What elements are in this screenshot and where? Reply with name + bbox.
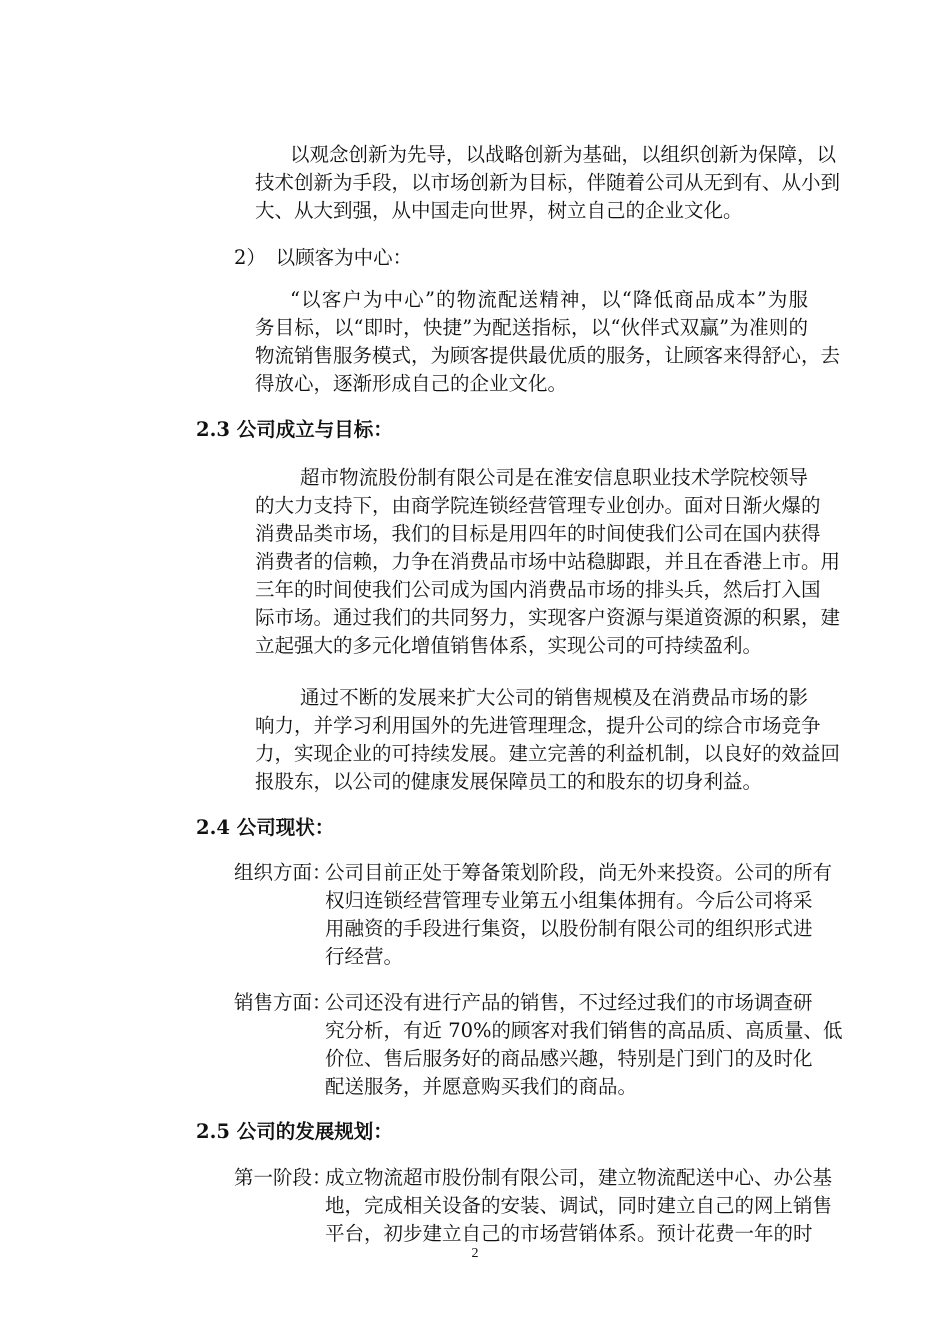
phase1-label: 第一阶段： bbox=[234, 1166, 332, 1189]
paragraph-founding-line: 的大力支持下，由商学院连锁经营管理专业创办。面对日渐火爆的 bbox=[255, 494, 821, 517]
paragraph-sales-line: 公司还没有进行产品的销售，不过经过我们的市场调查研 bbox=[325, 991, 813, 1014]
paragraph-goals-line: 报股东，以公司的健康发展保障员工的和股东的切身利益。 bbox=[255, 770, 763, 793]
paragraph-organization-line: 公司目前正处于筹备策划阶段，尚无外来投资。公司的所有 bbox=[325, 861, 833, 884]
org-label: 组织方面： bbox=[234, 861, 332, 884]
sales-label: 销售方面： bbox=[234, 991, 332, 1014]
paragraph-goals-line: 通过不断的发展来扩大公司的销售规模及在消费品市场的影 bbox=[300, 686, 808, 709]
paragraph-innovation-line: 大、从大到强，从中国走向世界，树立自己的企业文化。 bbox=[255, 199, 743, 222]
paragraph-founding-line: 三年的时间使我们公司成为国内消费品市场的排头兵，然后打入国 bbox=[255, 578, 821, 601]
paragraph-phase1-line: 平台，初步建立自己的市场营销体系。预计花费一年的时 bbox=[325, 1222, 813, 1245]
list-item-label: 2） 以顾客为中心： bbox=[234, 246, 413, 269]
paragraph-customer-centric-line: 得放心，逐渐形成自己的企业文化。 bbox=[255, 372, 568, 395]
section-heading-2-4: 2.4 公司现状： bbox=[196, 816, 335, 839]
paragraph-founding-line: 消费者的信赖，力争在消费品市场中站稳脚跟，并且在香港上市。用 bbox=[255, 550, 841, 573]
paragraph-customer-centric-line: “以客户为中心”的物流配送精神，以“降低商品成本”为服 bbox=[290, 288, 808, 311]
paragraph-innovation-line: 以观念创新为先导，以战略创新为基础，以组织创新为保障，以 bbox=[290, 143, 837, 166]
page-number: 2 bbox=[471, 1246, 479, 1261]
paragraph-organization-line: 行经营。 bbox=[325, 945, 404, 968]
paragraph-founding-line: 超市物流股份制有限公司是在淮安信息职业技术学院校领导 bbox=[300, 466, 808, 489]
paragraph-goals-line: 力，实现企业的可持续发展。建立完善的利益机制，以良好的效益回 bbox=[255, 742, 841, 765]
paragraph-sales-line: 价位、售后服务好的商品感兴趣，特别是门到门的及时化 bbox=[325, 1047, 813, 1070]
paragraph-organization-line: 权归连锁经营管理专业第五小组集体拥有。今后公司将采 bbox=[325, 889, 813, 912]
paragraph-sales-line: 究分析，有近 70%的顾客对我们销售的高品质、高质量、低 bbox=[325, 1019, 843, 1042]
paragraph-founding-line: 消费品类市场，我们的目标是用四年的时间使我们公司在国内获得 bbox=[255, 522, 821, 545]
paragraph-founding-line: 际市场。通过我们的共同努力，实现客户资源与渠道资源的积累，建 bbox=[255, 606, 841, 629]
paragraph-customer-centric-line: 物流销售服务模式，为顾客提供最优质的服务，让顾客来得舒心，去 bbox=[255, 344, 841, 367]
paragraph-innovation-line: 技术创新为手段，以市场创新为目标，伴随着公司从无到有、从小到 bbox=[255, 171, 841, 194]
paragraph-customer-centric-line: 务目标，以“即时，快捷”为配送指标，以“伙伴式双赢”为准则的 bbox=[255, 316, 808, 339]
paragraph-goals-line: 响力，并学习利用国外的先进管理理念，提升公司的综合市场竞争 bbox=[255, 714, 821, 737]
paragraph-sales-line: 配送服务，并愿意购买我们的商品。 bbox=[325, 1075, 638, 1098]
paragraph-organization-line: 用融资的手段进行集资，以股份制有限公司的组织形式进 bbox=[325, 917, 813, 940]
paragraph-founding-line: 立起强大的多元化增值销售体系，实现公司的可持续盈利。 bbox=[255, 634, 763, 657]
paragraph-phase1-line: 成立物流超市股份制有限公司，建立物流配送中心、办公基 bbox=[325, 1166, 833, 1189]
section-heading-2-5: 2.5 公司的发展规划： bbox=[196, 1120, 393, 1143]
paragraph-phase1-line: 地，完成相关设备的安装、调试，同时建立自己的网上销售 bbox=[325, 1194, 833, 1217]
section-heading-2-3: 2.3 公司成立与目标： bbox=[196, 418, 393, 441]
